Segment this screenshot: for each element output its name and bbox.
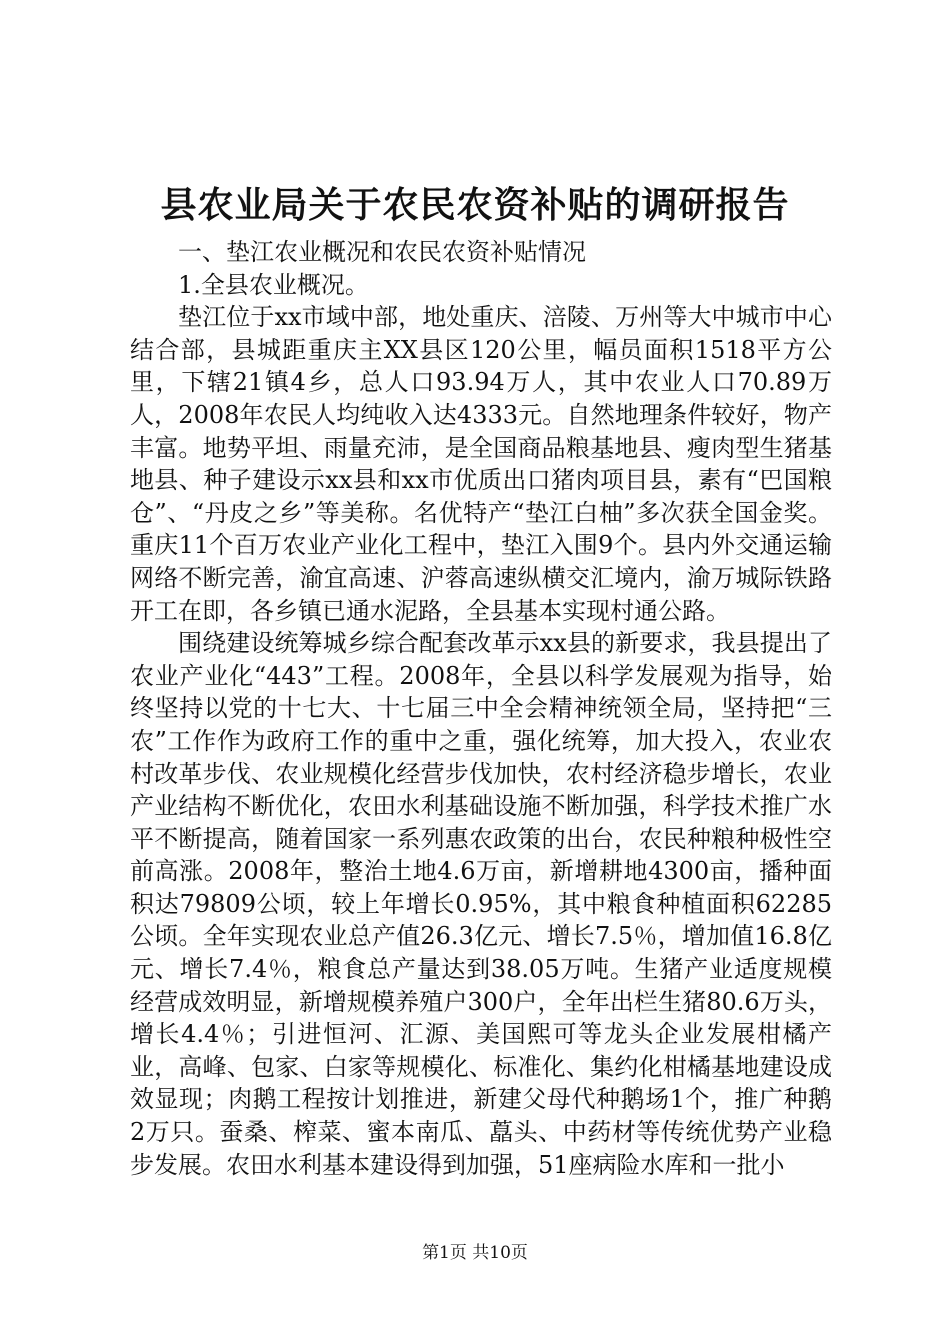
- paragraph-overview: 垫江位于xx市域中部，地处重庆、涪陵、万州等大中城市中心结合部，县城距重庆主XX县区120公里，幅员面积1518平方公里，下辖21镇4乡，总人口93.94万人，其中农业人口70.89万人，2008年农民人均纯收入达4333元。自然地理条件较好，物产丰富。地势平坦、雨量充沛，是全国商品粮基地县、瘦肉型生猪基地县、种子建设示xx县和xx市优质出口猪肉项目县，素有“巴国粮仓”、“丹皮之乡”等美称。名优特产“垫江白柚”多次获全国金奖。重庆11个百万农业产业化工程中，垫江入围9个。县内外交通运输网络不断完善，渝宜高速、沪蓉高速纵横交汇境内，渝万城际铁路开工在即，各乡镇已通水泥路，全县基本实现村通公路。: [130, 303, 832, 625]
- document-body: [130, 236, 832, 1181]
- subsection-heading: 1.全县农业概况。: [178, 270, 369, 299]
- section-heading: 一、垫江农业概况和农民农资补贴情况: [178, 238, 586, 266]
- paragraph-achievements: 围绕建设统筹城乡综合配套改革示xx县的新要求，我县提出了农业产业化“443”工程。2008年，全县以科学发展观为指导，始终坚持以党的十七大、十七届三中全会精神统领全局，坚持把“三农”工作作为政府工作的重中之重，强化统筹，加大投入，农业农村改革步伐、农业规模化经营步伐加快，农村经济稳步增长，农业产业结构不断优化，农田水利基础设施不断加强，科学技术推广水平不断提高，随着国家一系列惠农政策的出台，农民种粮种极性空前高涨。2008年，整治土地4.6万亩，新增耕地4300亩，播种面积达79809公顷，较上年增长0.95%，其中粮食种植面积62285公顷。全年实现农业总产值26.3亿元、增长7.5％，增加值16.8亿元、增长7.4％，粮食总产量达到38.05万吨。生猪产业适度规模经营成效明显，新增规模养殖户300户，全年出栏生猪80.6万头，增长4.4％；引进恒河、汇源、美国熙可等龙头企业发展柑橘产业，高峰、包家、白家等规模化、标准化、集约化柑橘基地建设成效显现；肉鹅工程按计划推进，新建父母代种鹅场1个，推广种鹅2万只。蚕桑、榨菜、蜜本南瓜、藠头、中药材等传统优势产业稳步发展。农田水利基本建设得到加强，51座病险水库和一批小: [130, 629, 832, 1179]
- page-number-footer: 第1页 共10页: [422, 1243, 528, 1263]
- document-title: 县农业局关于农民农资补贴的调研报告: [160, 184, 790, 226]
